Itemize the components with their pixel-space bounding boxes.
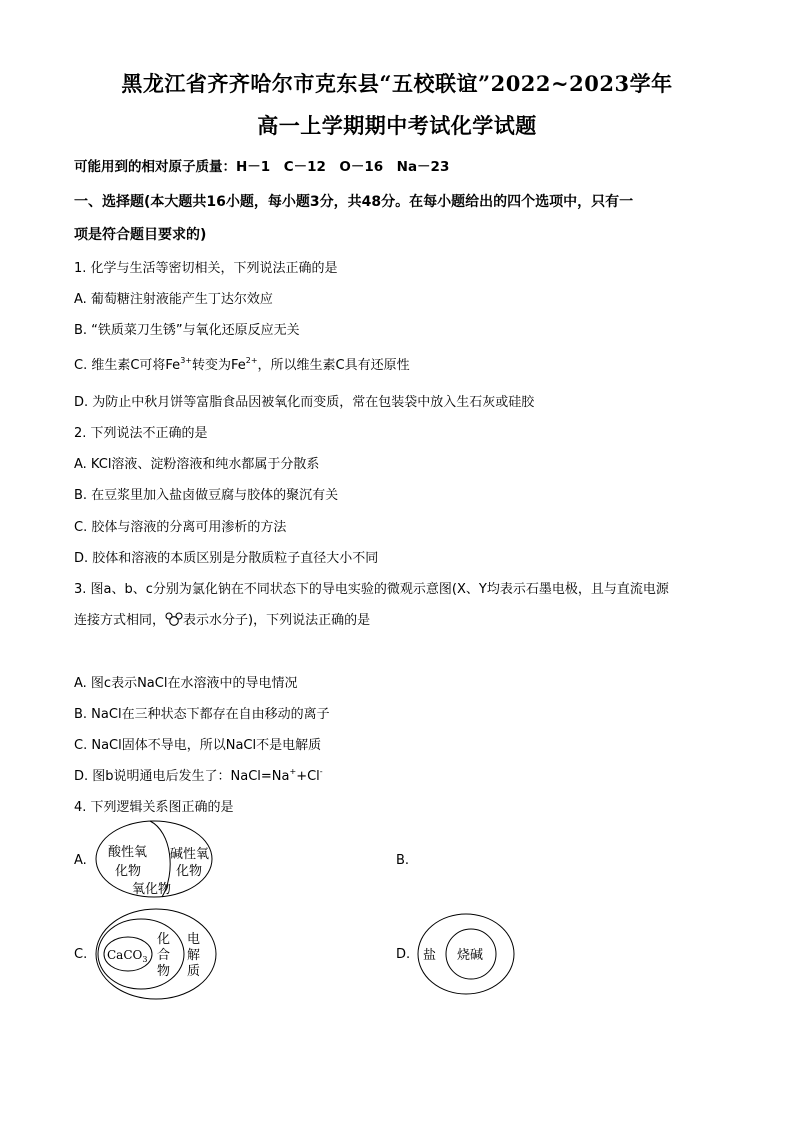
exam-title-line2: 高一上学期期中考试化学试题: [257, 113, 537, 138]
exam-title-line1: 黑龙江省齐齐哈尔市克东县“五校联谊”2022~2023学年: [121, 71, 673, 96]
q4-a-right-text2: 化物: [176, 864, 203, 879]
q4-c-label: C.: [74, 947, 88, 962]
q4-a-left-text1: 酸性氧: [108, 845, 148, 860]
q3-option-d: [74, 765, 323, 784]
q4-c-mid-char1: 化: [157, 932, 171, 947]
q2-option-a: A. KCl溶液、淀粉溶液和纯水都属于分散系: [74, 457, 320, 472]
q4-c-out-char3: 质: [187, 964, 201, 979]
q4-c-diagram: [92, 906, 222, 1002]
q4-c-inner-formula: CaCO: [107, 948, 143, 962]
q1-c-mid: 转变为Fe: [191, 358, 246, 373]
section1-instructions-line2: 项是符合题目要求的): [74, 227, 207, 243]
q1-stem: 1. 化学与生活等密切相关，下列说法正确的是: [74, 261, 338, 276]
q3-option-c: C. NaCl固体不导电，所以NaCl不是电解质: [74, 738, 322, 753]
q4-d-outer-text: 盐: [423, 948, 437, 963]
q1-c-sup1: 3+: [180, 356, 192, 365]
q4-d-inner-text: 烧碱: [457, 948, 484, 963]
q4-c-out-char1: 电: [187, 932, 201, 947]
q3-stem-line2-pre: 连接方式相同，: [74, 613, 166, 628]
q4-a-right-text1: 碱性氧: [170, 847, 210, 862]
q4-a-label: A.: [74, 853, 87, 868]
q2-option-c: C. 胶体与溶液的分离可用渗析的方法: [74, 520, 287, 535]
q4-d-diagram: [414, 910, 518, 998]
q4-c-inner-sub: 3: [142, 955, 148, 964]
q1-c-pre: C. 维生素C可将Fe: [74, 358, 181, 373]
q2-stem: 2. 下列说法不正确的是: [74, 426, 208, 441]
q3-stem-line1: 3. 图a、b、c分别为氯化钠在不同状态下的导电实验的微观示意图(X、Y均表示石墨电极，且与直流电源: [74, 582, 669, 597]
q1-option-a: A. 葡萄糖注射液能产生丁达尔效应: [74, 292, 273, 307]
q3-d-mid: +Cl: [296, 769, 320, 784]
water-molecule-icon: [165, 612, 183, 626]
q3-d-sup2: -: [319, 767, 323, 776]
q4-a-bottom-text: 氧化物: [132, 882, 172, 897]
q3-d-pre: D. 图b说明通电后发生了：NaCl=Na: [74, 769, 290, 784]
q4-c-out-char2: 解: [187, 948, 201, 963]
q1-option-c: [74, 354, 410, 373]
q4-b-label: B.: [396, 853, 410, 868]
q3-option-b: B. NaCl在三种状态下都存在自由移动的离子: [74, 707, 330, 722]
atomic-masses: 可能用到的相对原子质量：H－1 C－12 O－16 Na－23: [74, 159, 450, 175]
q1-c-sup2: 2+: [245, 356, 258, 365]
q1-option-d: D. 为防止中秋月饼等富脂食品因被氧化而变质，常在包装袋中放入生石灰或硅胶: [74, 395, 535, 410]
q2-option-d: D. 胶体和溶液的本质区别是分散质粒子直径大小不同: [74, 551, 379, 566]
q3-stem-line2-post: 表示水分子)，下列说法正确的是: [183, 613, 371, 628]
section1-instructions-line1: 一、选择题(本大题共16小题，每小题3分，共48分。在每小题给出的四个选项中，只有一: [74, 194, 634, 210]
q4-d-label: D.: [396, 947, 411, 962]
q4-c-inner-text: [107, 948, 147, 964]
q4-a-diagram: [92, 818, 217, 902]
q3-option-a: A. 图c表示NaCl在水溶液中的导电情况: [74, 676, 298, 691]
q4-a-left-text2: 化物: [115, 864, 142, 879]
q3-d-sup1: +: [289, 767, 297, 776]
q2-option-b: B. 在豆浆里加入盐卤做豆腐与胶体的聚沉有关: [74, 488, 339, 503]
q3-stem-line2: [74, 609, 370, 628]
q4-c-mid-char2: 合: [157, 948, 171, 963]
q1-c-post: ，所以维生素C具有还原性: [257, 358, 410, 373]
q4-stem: 4. 下列逻辑关系图正确的是: [74, 800, 234, 815]
q4-c-mid-char3: 物: [157, 964, 171, 979]
q1-option-b: B. “铁质菜刀生锈”与氧化还原反应无关: [74, 323, 300, 338]
